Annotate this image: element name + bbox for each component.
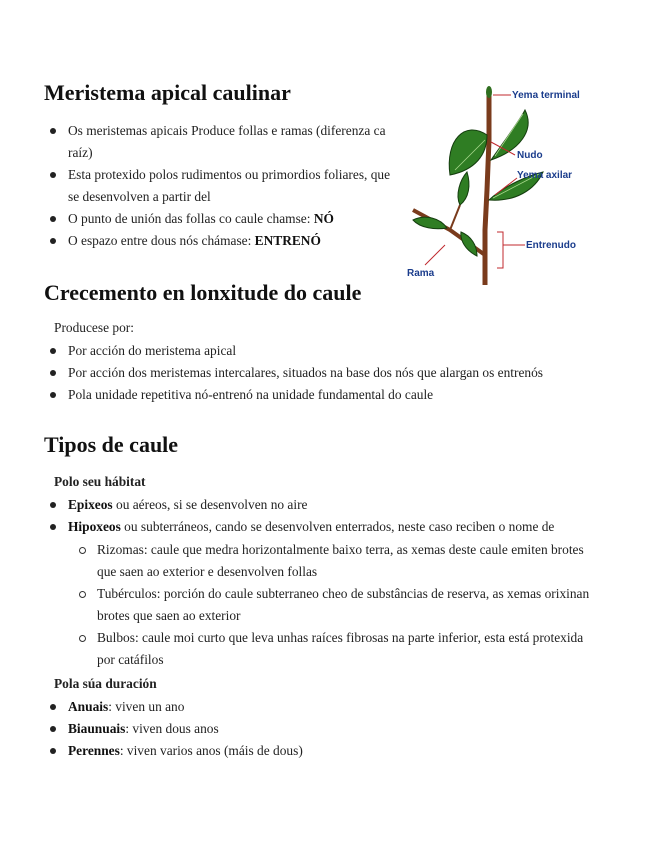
list-item: Hipoxeos ou subterráneos, cando se desenvolven enterrados, neste caso reciben o nome de: [68, 516, 628, 538]
label-yema-axilar: Yema axilar: [517, 170, 573, 181]
label-entrenudo: Entrenudo: [526, 240, 576, 251]
sublist-item: Tubérculos: porción do caule subterraneo cheo de substâncias de reserva, as xemas orixinan brotes que saen ao exterior: [97, 583, 597, 627]
duration-list: [68, 696, 628, 762]
hipoxeos-sublist: [97, 539, 597, 671]
meristema-list: [68, 120, 404, 252]
list-item: Pola unidade repetitiva nó-entrenó na unidade fundamental do caule: [68, 384, 628, 406]
subheading-duracion: Pola súa duración: [54, 676, 157, 691]
main-stem: [485, 90, 489, 285]
label-rama: Rama: [407, 268, 435, 279]
list-item: Anuais: viven un ano: [68, 696, 628, 718]
intro-text: Producese por:: [54, 320, 134, 335]
terminal-bud: [486, 86, 492, 98]
list-item: Perennes: viven varios anos (máis de dous): [68, 740, 628, 762]
leaf: [449, 130, 487, 175]
list-item: Esta protexido polos rudimentos ou primordios foliares, que se desenvolven a partir del: [68, 164, 404, 208]
list-item: Epixeos ou aéreos, si se desenvolven no aire: [68, 494, 628, 516]
sublist-item: Rizomas: caule que medra horizontalmente baixo terra, as xemas deste caule emiten brotes que saen ao exterior e desenvolven follas: [97, 539, 597, 583]
list-item: Por acción do meristema apical: [68, 340, 628, 362]
crecemento-list: [68, 340, 628, 406]
list-item: Biaunuais: viven dous anos: [68, 718, 628, 740]
leaf: [458, 172, 469, 205]
list-item: Por acción dos meristemas intercalares, situados na base dos nós que alargan os entrenós: [68, 362, 628, 384]
sublist-item: Bulbos: caule moi curto que leva unhas raíces fibrosas na parte inferior, esta está protexida por catáfilos: [97, 627, 597, 671]
subheading-habitat: Polo seu hábitat: [54, 474, 146, 489]
list-item: O espazo entre dous nós chámase: ENTRENÓ: [68, 230, 404, 252]
label-nudo: Nudo: [517, 150, 543, 161]
habitat-list: [68, 494, 628, 538]
list-item: Os meristemas apicais Produce follas e ramas (diferenza ca raíz): [68, 120, 404, 164]
section-title-meristema: Meristema apical caulinar: [44, 80, 291, 105]
stem-diagram: [405, 80, 585, 290]
section-title-tipos: Tipos de caule: [44, 432, 179, 457]
section-title-crecemento: Crecemento en lonxitude do caule: [44, 280, 362, 305]
leaf: [461, 232, 477, 256]
list-item: O punto de unión das follas co caule chamse: NÓ: [68, 208, 404, 230]
leaf: [413, 217, 447, 229]
label-yema-terminal: Yema terminal: [512, 90, 580, 101]
